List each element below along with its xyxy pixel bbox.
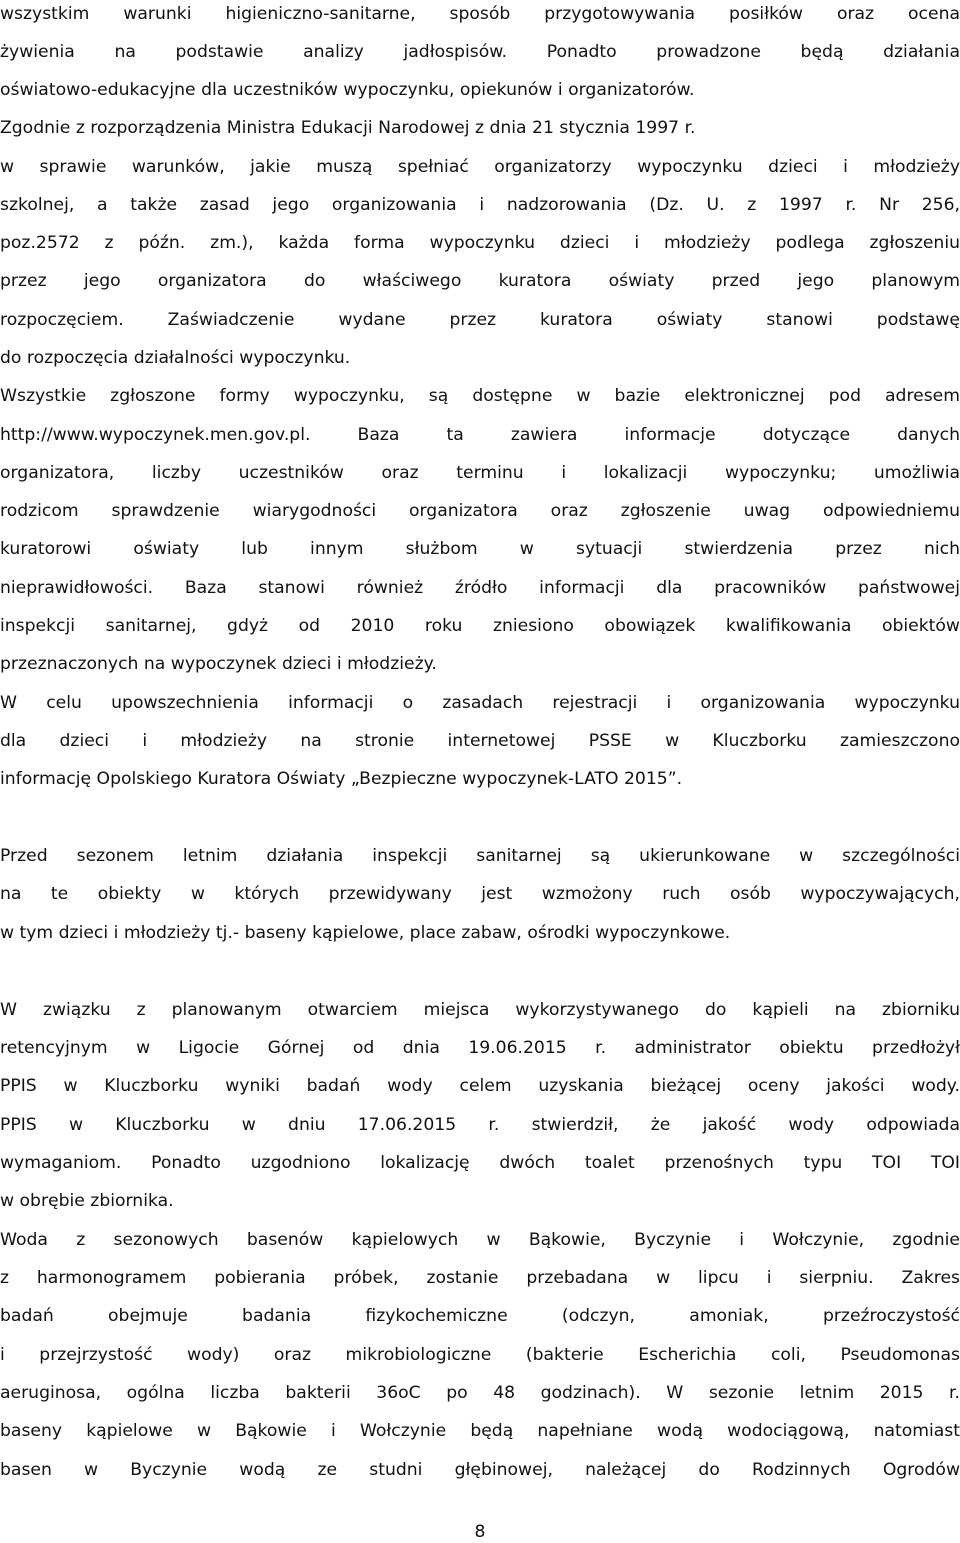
text-line: informację Opolskiego Kuratora Oświaty „Bezpieczne wypoczynek-LATO 2015”. [0,769,683,789]
text-line: Przed sezonem letnim działania inspekcji sanitarnej są ukierunkowane w szczególności [0,846,960,866]
text-line: na te obiekty w których przewidywany jest wzmożony ruch osób wypoczywających, [0,884,960,904]
text-line: W związku z planowanym otwarciem miejsca wykorzystywanego do kąpieli na zbiorniku [0,1000,960,1020]
text-line: dla dzieci i młodzieży na stronie internetowej PSSE w Kluczborku zamieszczono [0,731,960,751]
text-line: basen w Byczynie wodą ze studni głębinowej, należącej do Rodzinnych Ogrodów [0,1460,960,1480]
text-line: w obrębie zbiornika. [0,1191,174,1211]
text-line: w sprawie warunków, jakie muszą spełniać organizatorzy wypoczynku dzieci i młodzieży [0,157,960,177]
text-line: W celu upowszechnienia informacji o zasadach rejestracji i organizowania wypoczynku [0,693,960,713]
text-line: inspekcji sanitarnej, gdyż od 2010 roku zniesiono obowiązek kwalifikowania obiektów [0,616,960,636]
text-line: przez jego organizatora do właściwego kuratora oświaty przed jego planowym [0,271,960,291]
text-line: przeznaczonych na wypoczynek dzieci i młodzieży. [0,654,437,674]
text-line: kuratorowi oświaty lub innym służbom w sytuacji stwierdzenia przez nich [0,539,960,559]
text-line: PPIS w Kluczborku wyniki badań wody celem uzyskania bieżącej oceny jakości wody. [0,1076,960,1096]
text-line: do rozpoczęcia działalności wypoczynku. [0,348,351,368]
text-line: i przejrzystość wody) oraz mikrobiologiczne (bakterie Escherichia coli, Pseudomonas [0,1345,960,1365]
text-line: szkolnej, a także zasad jego organizowania i nadzorowania (Dz. U. z 1997 r. Nr 256, [0,195,960,215]
text-line: żywienia na podstawie analizy jadłospisów. Ponadto prowadzone będą działania [0,42,960,62]
text-line: Zgodnie z rozporządzenia Ministra Edukacji Narodowej z dnia 21 stycznia 1997 r. [0,118,696,138]
text-line: http://www.wypoczynek.men.gov.pl. Baza ta zawiera informacje dotyczące danych [0,425,960,445]
page-number: 8 [474,1522,486,1542]
text-line: baseny kąpielowe w Bąkowie i Wołczynie będą napełniane wodą wodociągową, natomiast [0,1421,960,1441]
text-line: rozpoczęciem. Zaświadczenie wydane przez kuratora oświaty stanowi podstawę [0,310,960,330]
text-line: wymaganiom. Ponadto uzgodniono lokalizację dwóch toalet przenośnych typu TOI TOI [0,1153,960,1173]
text-line: poz.2572 z późn. zm.), każda forma wypoczynku dzieci i młodzieży podlega zgłoszeniu [0,233,960,253]
text-line: Wszystkie zgłoszone formy wypoczynku, są dostępne w bazie elektronicznej pod adresem [0,386,960,406]
text-line: w tym dzieci i młodzieży tj.- baseny kąpielowe, place zabaw, ośrodki wypoczynkowe. [0,923,731,943]
text-line: badań obejmuje badania fizykochemiczne (odczyn, amoniak, przeźroczystość [0,1306,960,1326]
text-line: PPIS w Kluczborku w dniu 17.06.2015 r. stwierdził, że jakość wody odpowiada [0,1115,960,1135]
text-line: Woda z sezonowych basenów kąpielowych w Bąkowie, Byczynie i Wołczynie, zgodnie [0,1230,960,1250]
text-line: nieprawidłowości. Baza stanowi również źródło informacji dla pracowników państwowej [0,578,960,598]
text-line: rodzicom sprawdzenie wiarygodności organizatora oraz zgłoszenie uwag odpowiedniemu [0,501,960,521]
text-line: aeruginosa, ogólna liczba bakterii 36oC po 48 godzinach). W sezonie letnim 2015 r. [0,1383,960,1403]
text-line: oświatowo-edukacyjne dla uczestników wypoczynku, opiekunów i organizatorów. [0,80,695,100]
text-line: retencyjnym w Ligocie Górnej od dnia 19.06.2015 r. administrator obiektu przedłożył [0,1038,960,1058]
text-line: wszystkim warunki higieniczno-sanitarne, sposób przygotowywania posiłków oraz ocena [0,4,960,24]
text-line: z harmonogramem pobierania próbek, zostanie przebadana w lipcu i sierpniu. Zakres [0,1268,960,1288]
text-line: organizatora, liczby uczestników oraz terminu i lokalizacji wypoczynku; umożliwia [0,463,960,483]
